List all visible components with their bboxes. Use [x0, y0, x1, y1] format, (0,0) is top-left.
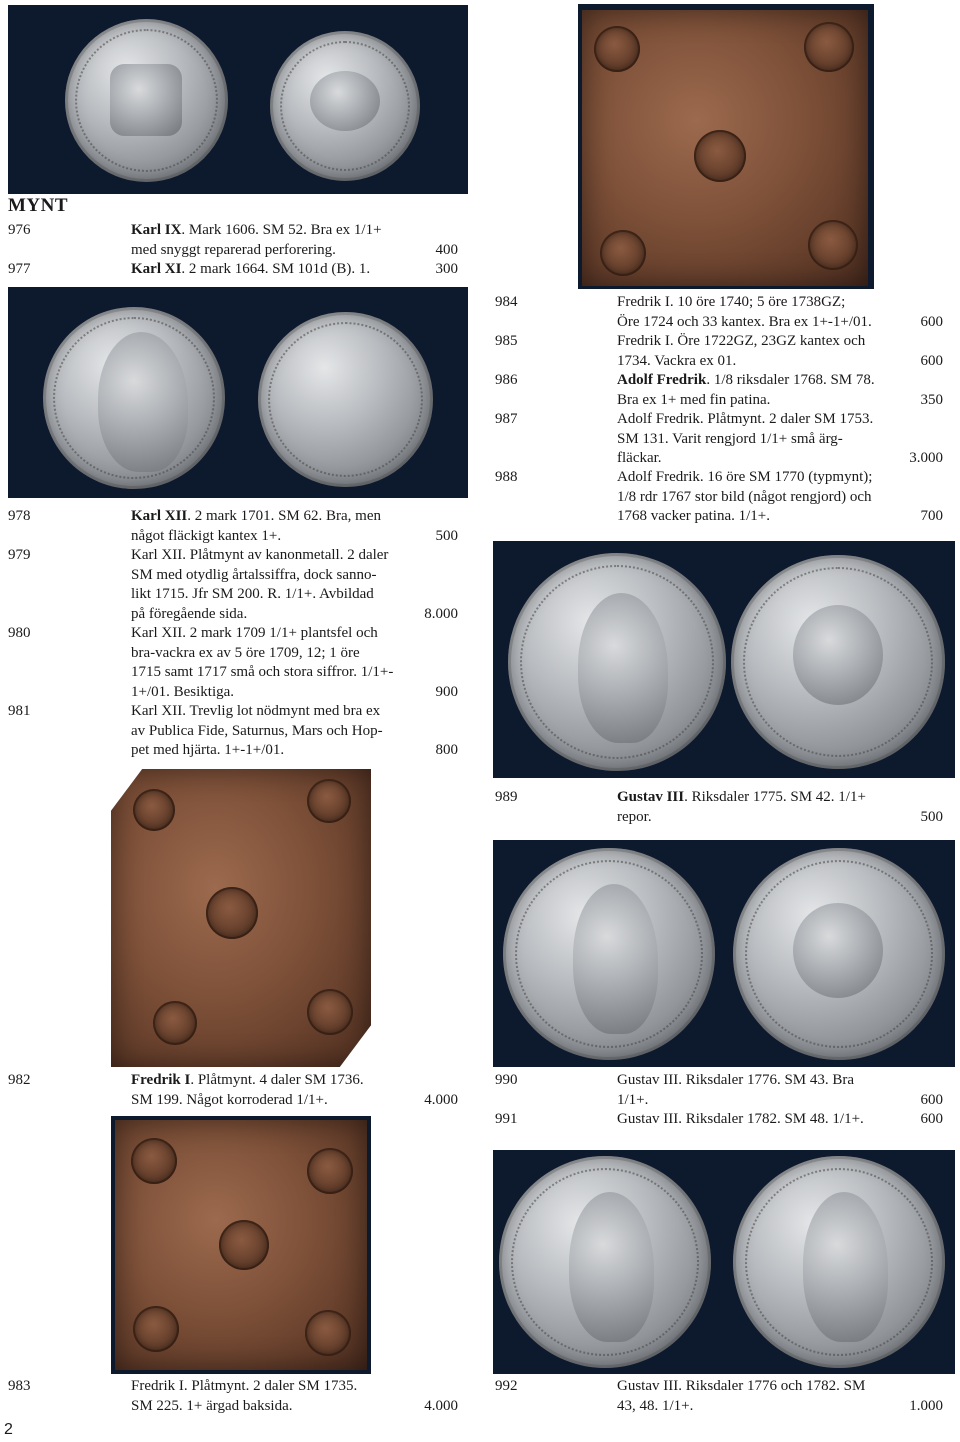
lot-description-line — [617, 332, 865, 352]
lot-text: SM 131. Varit rengjord 1/1+ små ärg- — [617, 430, 843, 447]
lot-text: SM 225. 1+ ärgad baksida. — [131, 1397, 293, 1414]
plate-stamp — [131, 1138, 177, 1184]
lot-text: . 2 mark 1664. SM 101d (B). 1. — [181, 261, 371, 277]
lot-text: repor. — [617, 808, 652, 825]
lot-estimate: 900 — [435, 683, 458, 700]
lot-description-line — [131, 702, 380, 722]
coin-reverse — [731, 555, 945, 769]
lot-description-line — [617, 507, 770, 527]
plate-stamp — [594, 26, 640, 72]
lot-description-line — [617, 293, 845, 313]
coin-obverse — [503, 848, 715, 1060]
lot-text: Fredrik I. Öre 1722GZ, 23GZ kantex och — [617, 333, 866, 349]
lot-text: . 1/8 riksdaler 1768. SM 78. — [706, 372, 875, 388]
ruler-name: Gustav III — [617, 789, 685, 805]
lot-estimate: 1.000 — [909, 1397, 943, 1414]
lot-text: av Publica Fide, Saturnus, Mars och Hop- — [131, 722, 383, 739]
lot-description-line — [131, 566, 377, 586]
lot-description-line — [617, 788, 866, 808]
lot-number: 992 — [495, 1378, 518, 1394]
plate-coin-987 — [582, 10, 868, 286]
lot-text: Bra ex 1+ med fin patina. — [617, 391, 771, 408]
lot-estimate: 800 — [435, 742, 458, 758]
lot-text: 1/8 rdr 1767 stor bild (något rengjord) och — [617, 488, 872, 505]
lot-text: . Riksdaler 1775. SM 42. 1/1+ — [684, 789, 866, 805]
coin-reverse — [258, 312, 433, 487]
lot-number: 988 — [495, 469, 518, 485]
lot-description-line — [131, 507, 381, 527]
lot-number: 989 — [495, 789, 518, 805]
lot-number: 990 — [495, 1072, 518, 1088]
ruler-name: Karl XII — [131, 508, 188, 524]
ruler-name: Adolf Fredrik — [617, 372, 707, 388]
plate-stamp — [808, 220, 858, 270]
plate-stamp — [133, 1306, 179, 1352]
plate-stamp — [600, 230, 646, 276]
lot-text: SM 199. Något korroderad 1/1+. — [131, 1091, 328, 1108]
lot-description-line — [131, 527, 281, 547]
lot-description-line — [617, 352, 736, 372]
lot-description-line — [617, 449, 662, 469]
lot-number: 983 — [8, 1378, 31, 1394]
lot-number: 985 — [495, 333, 518, 349]
lot-text: bra-vackra ex av 5 öre 1709, 12; 1 öre — [131, 644, 360, 661]
lot-estimate: 4.000 — [424, 1091, 458, 1108]
lot-description-line — [131, 605, 247, 625]
lot-text: fläckar. — [617, 450, 662, 466]
lot-number: 979 — [8, 547, 31, 563]
lot-description-line — [617, 1397, 693, 1417]
coin-photo-976-977 — [8, 5, 468, 194]
lot-description-line — [617, 391, 770, 411]
lot-description-line — [131, 722, 383, 742]
plate-stamp — [307, 1148, 353, 1194]
lot-text: Fredrik I. 10 öre 1740; 5 öre 1738GZ; — [617, 294, 846, 310]
lot-estimate: 3.000 — [909, 450, 943, 466]
lot-estimate: 8.000 — [424, 605, 458, 622]
lot-text: 1734. Vackra ex 01. — [617, 352, 737, 369]
plate-coin-982 — [111, 769, 371, 1067]
coin-reverse — [270, 31, 420, 181]
lot-text: Gustav III. Riksdaler 1776 och 1782. SM — [617, 1378, 866, 1394]
coin-obverse — [499, 1156, 711, 1368]
lot-description-line — [617, 468, 872, 488]
lot-estimate: 400 — [435, 241, 458, 258]
lot-description-line — [131, 1377, 357, 1397]
coin-obverse — [508, 553, 726, 771]
lot-estimate: 300 — [435, 261, 458, 277]
lot-text: . Plåtmynt. 4 daler SM 1736. — [190, 1072, 364, 1088]
lot-description-line — [131, 663, 393, 683]
coin-photo-990 — [493, 840, 955, 1067]
lot-number: 991 — [495, 1111, 518, 1127]
section-title: MYNT — [8, 195, 69, 216]
ruler-name: Karl XI — [131, 261, 182, 277]
lot-estimate: 600 — [920, 1091, 943, 1108]
lot-number: 976 — [8, 222, 31, 238]
lot-text: SM med otydlig årtalssiffra, dock sanno- — [131, 566, 377, 583]
lot-text: likt 1715. Jfr SM 200. R. 1/1+. Avbildad — [131, 586, 374, 602]
lot-description-line — [131, 585, 374, 605]
lot-number: 978 — [8, 508, 31, 524]
lot-estimate: 350 — [920, 391, 943, 408]
lot-description-line — [617, 1110, 864, 1130]
lot-description-line — [617, 1071, 854, 1091]
lot-text: Gustav III. Riksdaler 1782. SM 48. 1/1+. — [617, 1111, 864, 1127]
lot-text: något fläckigt kantex 1+. — [131, 527, 282, 544]
lot-description-line — [131, 741, 284, 761]
lot-number: 982 — [8, 1072, 31, 1088]
lot-number: 981 — [8, 703, 31, 719]
lot-text: 43, 48. 1/1+. — [617, 1397, 694, 1414]
ruler-name: Karl IX — [131, 222, 182, 238]
lot-estimate: 4.000 — [424, 1397, 458, 1414]
lot-description-line — [131, 624, 378, 644]
lot-number: 980 — [8, 625, 31, 641]
lot-text: Adolf Fredrik. 16 öre SM 1770 (typmynt); — [617, 469, 873, 485]
lot-number: 986 — [495, 372, 518, 388]
plate-stamp — [694, 130, 746, 182]
lot-description-line — [617, 313, 872, 333]
lot-text: Fredrik I. Plåtmynt. 2 daler SM 1735. — [131, 1378, 358, 1394]
coin-photo-978 — [8, 287, 468, 498]
lot-text: 1768 vacker patina. 1/1+. — [617, 508, 770, 524]
lot-estimate: 600 — [920, 352, 943, 369]
coin-reverse — [733, 848, 945, 1060]
plate-stamp — [307, 989, 353, 1035]
lot-text: . 2 mark 1701. SM 62. Bra, men — [187, 508, 381, 524]
plate-coin-983 — [115, 1120, 367, 1370]
lot-description-line — [617, 1091, 648, 1111]
lot-description-line — [131, 1397, 293, 1417]
plate-stamp — [307, 779, 351, 823]
plate-stamp — [153, 1001, 197, 1045]
lot-text: pet med hjärta. 1+-1+/01. — [131, 742, 285, 758]
plate-photo-987 — [578, 4, 874, 289]
ruler-name: Fredrik I — [131, 1072, 191, 1088]
lot-number: 977 — [8, 261, 31, 277]
lot-description-line — [131, 241, 336, 261]
lot-description-line — [617, 430, 843, 450]
lot-description-line — [131, 1071, 364, 1091]
lot-description-line — [617, 410, 873, 430]
lot-description-line — [131, 221, 382, 241]
page-number: 2 — [4, 1421, 13, 1438]
plate-stamp — [305, 1310, 351, 1356]
coin-obverse — [43, 307, 225, 489]
lot-text: 1/1+. — [617, 1091, 649, 1108]
lot-description-line — [617, 488, 872, 508]
lot-estimate: 700 — [920, 508, 943, 524]
lot-text: Karl XII. Plåtmynt av kanonmetall. 2 daler — [131, 547, 389, 563]
lot-estimate: 600 — [920, 1111, 943, 1127]
lot-text: på föregående sida. — [131, 605, 248, 622]
plate-stamp — [219, 1220, 269, 1270]
plate-stamp — [206, 887, 258, 939]
lot-description-line — [617, 1377, 865, 1397]
lot-text: Karl XII. Trevlig lot nödmynt med bra ex — [131, 703, 381, 719]
lot-text: 1+/01. Besiktiga. — [131, 683, 235, 700]
lot-text: Karl XII. 2 mark 1709 1/1+ plantsfel och — [131, 625, 378, 641]
lot-text: Öre 1724 och 33 kantex. Bra ex 1+-1+/01. — [617, 313, 872, 330]
lot-text: Adolf Fredrik. Plåtmynt. 2 daler SM 1753. — [617, 411, 874, 427]
lot-text: Gustav III. Riksdaler 1776. SM 43. Bra — [617, 1072, 855, 1088]
lot-description-line — [131, 644, 360, 664]
lot-number: 984 — [495, 294, 518, 310]
lot-number: 987 — [495, 411, 518, 427]
lot-description-line — [131, 260, 370, 280]
lot-text: . Mark 1606. SM 52. Bra ex 1/1+ — [181, 222, 382, 238]
lot-estimate: 500 — [920, 808, 943, 825]
coin-photo-989 — [493, 541, 955, 778]
lot-description-line — [617, 808, 652, 828]
lot-estimate: 500 — [435, 527, 458, 544]
coin-obverse — [733, 1156, 945, 1368]
lot-estimate: 600 — [920, 313, 943, 330]
lot-description-line — [131, 683, 234, 703]
lot-description-line — [131, 1091, 328, 1111]
plate-stamp — [133, 789, 175, 831]
lot-description-line — [617, 371, 875, 391]
lot-text: 1715 samt 1717 små och stora siffror. 1/1+- — [131, 664, 394, 680]
plate-stamp — [804, 22, 854, 72]
lot-text: med snyggt reparerad perforering. — [131, 241, 336, 258]
lot-description-line — [131, 546, 388, 566]
coin-obverse — [65, 19, 228, 182]
plate-photo-983 — [111, 1116, 371, 1374]
coin-photo-992 — [493, 1150, 955, 1374]
